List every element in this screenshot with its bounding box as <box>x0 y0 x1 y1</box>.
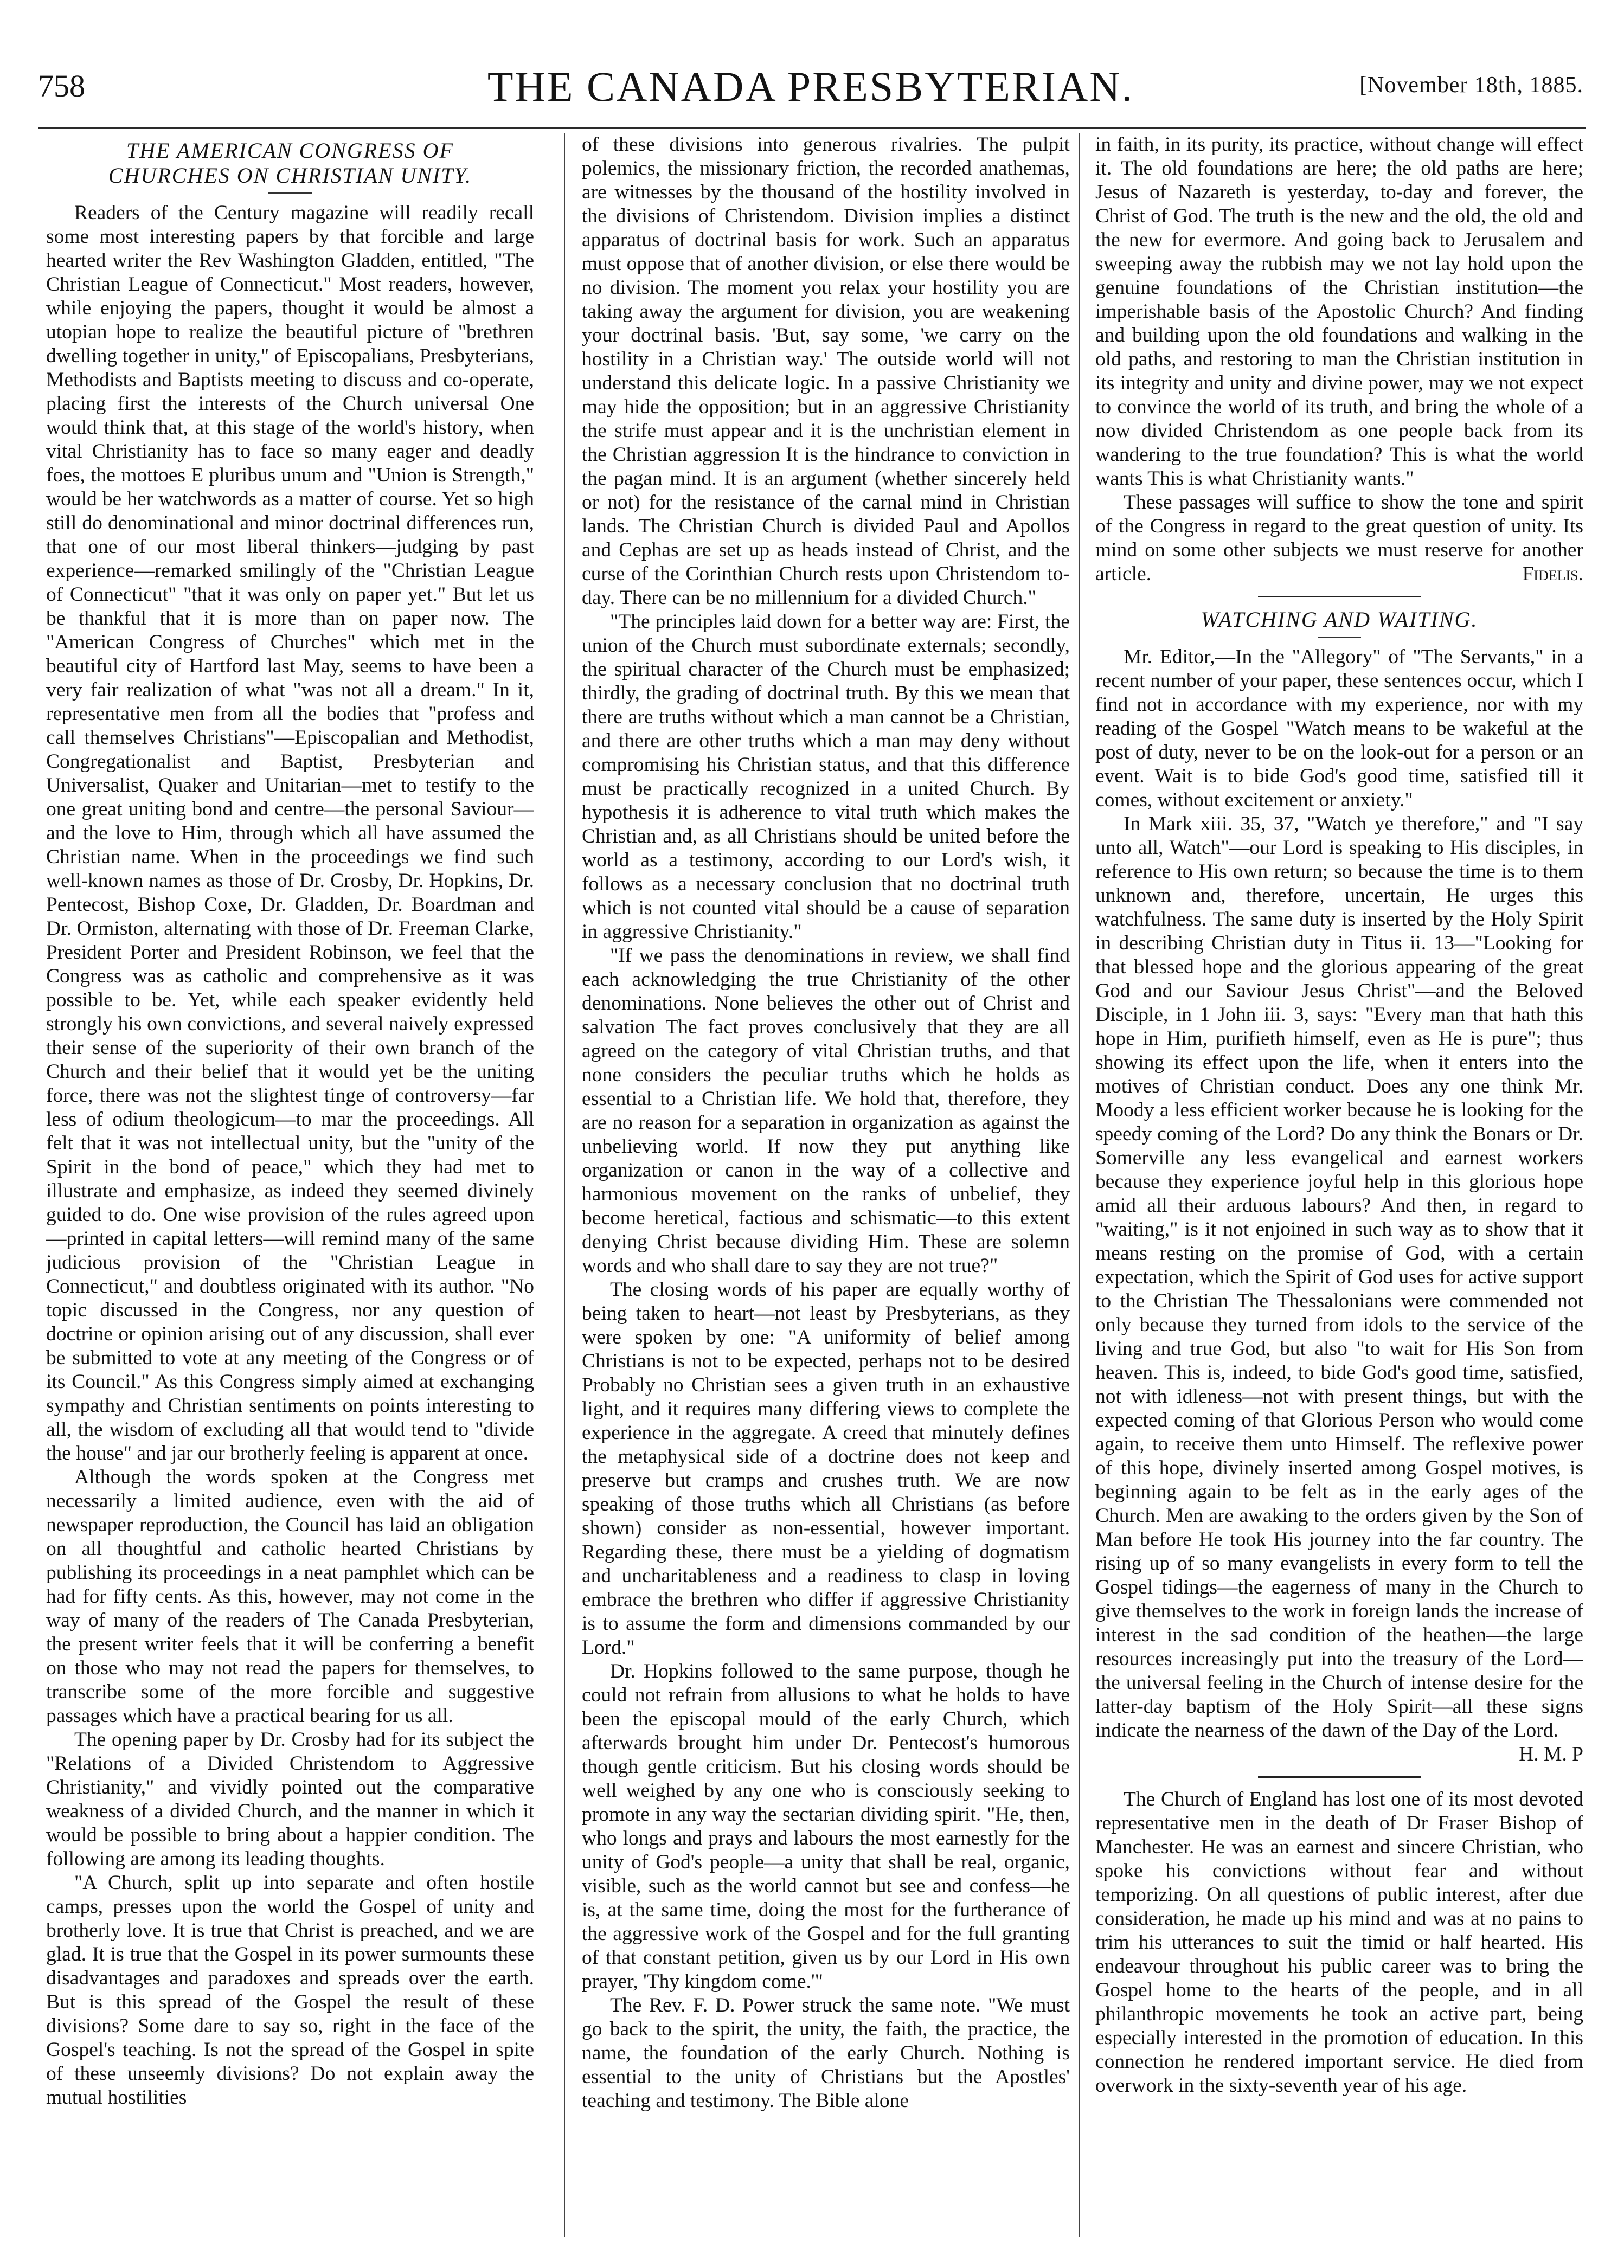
article-title <box>46 138 534 188</box>
issue-date: [November 18th, 1885. <box>1359 73 1583 98</box>
section-rule <box>1258 1776 1421 1778</box>
signature-hmp: H. M. P <box>1519 1743 1583 1765</box>
section-rule <box>1258 596 1421 597</box>
paragraph: The opening paper by Dr. Crosby had for its subject the "Relations of a Divided Christendom to Aggressive Christianity," and vividly pointed out the comparative weakness of a divided Church, and the manner in which it would be possible to bring about a happier condition. The following are among its leading thoughts. <box>46 1729 534 1870</box>
paragraph: The Rev. F. D. Power struck the same note. "We must go back to the spirit, the unity, the faith, the practice, the name, the foundation of the early Church. Nothing is essential to the unity of Christians but the Apostles' teaching and testimony. The Bible alone <box>582 1994 1070 2112</box>
article-title-watching: WATCHING AND WAITING. <box>1201 607 1478 632</box>
article-title-line-1: THE AMERICAN CONGRESS OF <box>126 138 454 163</box>
paragraph: of these divisions into generous rivalries. The pulpit polemics, the missionary friction, the recorded anathemas, are witnesses by the thousand of the hostility involved in the divisions of Christendom. Division implies a distinct apparatus of doctrinal basis for work. Such an apparatus must oppose that of another division, or else there would be no division. The moment you relax your hostility you are taking away the argument for division, you are weakening your doctrinal basis. 'But, say some, 'we carry on the hostility in a Christian way.' The outside world will not understand this delicate logic. In a passive Christianity we may hide the opposition; but in an aggressive Christianity the strife must appear and it is the unchristian element in the Christian aggression It is the hindrance to conviction in the pagan mind. It is an argument (whether sincerely held or not) for the resistance of the carnal mind in Christian lands. The Christian Church is divided Paul and Apollos and Cephas are set up as heads instead of Christ, and the curse of the Corinthian Church rests upon Christendom to-day. There can be no millennium for a divided Church." <box>582 133 1070 609</box>
paragraph: "If we pass the denominations in review, we shall find each acknowledging the true Christianity of the other denominations. None believes the other out of Christ and salvation The fact proves conclusively that they are all agreed on the category of vital Christian truths, and that none considers the peculiar truths which he holds as essential to a Christian life. We hold that, therefore, they are no reason for a separation in organization as against the unbelieving world. If now they put anything like organization or canon in the way of a collective and harmonious movement on the ranks of unbelief, they become heretical, factious and schismatic—to this extent denying Christ because dividing Him. These are solemn words and who shall dare to say they are not true?" <box>582 945 1070 1277</box>
header-rule <box>38 127 1586 129</box>
title-rule <box>1318 637 1361 638</box>
page-number: 758 <box>38 68 85 104</box>
paragraph: The closing words of his paper are equally worthy of being taken to heart—not least by Presbyterians, as they were spoken by one: "A uniformity of belief among Christians is not to be expected, perhaps not to be desired Probably no Christian sees a given truth in an exhaustive light, and it requires many differing views to complete the experience in the aggregate. A creed that minutely defines the metaphysical side of a doctrine does not keep and preserve but cramps and crushes truth. We are now speaking of those truths which all Christians (as before shown) consider as non-essential, however important. Regarding these, there must be a yielding of dogmatism and uncharitableness and a readiness to clasp in loving embrace the brethren who differ if aggressive Christianity is to assume the form and dimensions commanded by our Lord." <box>582 1278 1070 1659</box>
masthead: THE CANADA PRESBYTERIAN. <box>487 63 1134 110</box>
paragraph: in faith, in its purity, its practice, without change will effect it. The old foundations are here; the old paths are here; Jesus of Nazareth is yesterday, to-day and forever, the Christ of God. The truth is the new and the old, the old and the new for evermore. And going back to Jerusalem and sweeping away the rubbish may we not lay hold upon the genuine foundations of the Christian institution—the imperishable basis of the Apostolic Church? And finding and building upon the old foundations and walking in the old paths, and restoring to man the Christian institution in its integrity and unity and divine power, may we not expect to convince the world of its truth, and bring the whole of a now divided Christendom as one people back from its wandering to the true foundation? This is what the world wants This is what Christianity wants." <box>1095 133 1583 490</box>
paragraph <box>1095 812 1583 1765</box>
paragraph: Dr. Hopkins followed to the same purpose, though he could not refrain from allusions to what he holds to have been the episcopal mould of the early Church, which afterwards brought him under Dr. Pentecost's humorous though gentle criticism. But his closing words should be well weighed by any one who is consciously seeking to promote in any way the sectarian dividing spirit. "He, then, who longs and prays and labours the most earnestly for the unity of God's people—a unity that shall be real, organic, visible, such as the world cannot but see and confess—he is, at the same time, doing the most for the furtherance of the aggressive work of the Gospel and for the full granting of that constant petition, given us by our Lord in His own prayer, 'Thy kingdom come.'" <box>582 1660 1070 1993</box>
column-left <box>46 133 534 2237</box>
column-divider-left <box>564 133 565 2237</box>
signature-fidelis: Fidelis. <box>1522 563 1583 585</box>
column-divider-right <box>1079 133 1080 2237</box>
page-header <box>38 62 1583 122</box>
column-middle <box>582 133 1070 2237</box>
paragraph: Although the words spoken at the Congress met necessarily a limited audience, even with the aid of newspaper reproduction, the Council has laid an obligation on all thoughtful and catholic hearted Christians by publishing its proceedings in a neat pamphlet which can be had for fifty cents. As this, however, may not come in the way of many of the readers of The Canada Presbyterian, the present writer feels that it will be conferring a benefit on those who may not read the papers for themselves, to transcribe some of the more forcible and suggestive passages which have a practical bearing for us all. <box>46 1466 534 1727</box>
paragraph <box>1095 491 1583 586</box>
paragraph: "A Church, split up into separate and often hostile camps, presses upon the world the Gospel of unity and brotherly love. It is true that Christ is preached, and we are glad. It is true that the Gospel in its power surmounts these disadvantages and paradoxes and spreads over the earth. But is this spread of the Gospel the result of these divisions? Some dare to say so, right in the face of the Gospel's teaching. Is not the spread of the Gospel in spite of these unseemly divisions? Do not explain away the mutual hostilities <box>46 1872 534 2109</box>
paragraph: The Church of England has lost one of its most devoted representative men in the death of Dr Fraser Bishop of Manchester. He was an earnest and sincere Christian, who spoke his convictions without fear and without temporizing. On all questions of public interest, after due consideration, he made up his mind and was at no pains to trim his utterances to suit the timid or half hearted. His endeavour throughout his public career was to bring the Gospel home to the hearts of the people, and in all philanthropic movements he took an active part, being especially interested in the promotion of education. In this connection he rendered important service. He died from overwork in the sixty-seventh year of his age. <box>1095 1788 1583 2097</box>
title-rule <box>268 192 312 194</box>
paragraph: Readers of the Century magazine will readily recall some most interesting papers by that forcible and large hearted writer the Rev Washington Gladden, entitled, "The Christian League of Connecticut." Most readers, however, while enjoying the papers, thought it would be almost a utopian hope to realize the beautiful picture of "brethren dwelling together in unity," of Episcopalians, Presbyterians, Methodists and Baptists meeting to discuss and co-operate, placing first the interests of the Church universal One would think that, at this stage of the world's history, when vital Christianity has to face so many eager and deadly foes, the mottoes E pluribus unum and "Union is Strength," would be her watchwords as a matter of course. Yet so high still do denominational and minor doctrinal differences run, that one of our most liberal thinkers—judging by past experience—remarked smilingly of the "Christian League of Connecticut" "that it was only on paper yet." But let us be thankful that it is more than on paper now. The "American Congress of Churches" which met in the beautiful city of Hartford last May, seems to have been a very fair realization of what "was not all a dream." In it, representative men from all the bodies that "profess and call themselves Christians"—Episcopalian and Methodist, Congregationalist and Baptist, Presbyterian and Universalist, Quaker and Unitarian—met to testify to the one great uniting bond and centre—the personal Saviour—and the love to Him, through which all have assumed the Christian name. When in the proceedings we find such well-known names as those of Dr. Crosby, Dr. Hopkins, Dr. Pentecost, Bishop Coxe, Dr. Gladden, Dr. Boardman and Dr. Ormiston, alternating with those of Dr. Freeman Clarke, President Porter and President Robinson, we feel that the Congress was as catholic and comprehensive as it was possible to be. Yet, while each speaker evidently held strongly his own convictions, and several naively expressed their sense of the superiority of their own branch of the Church and their belief that it would yet be the uniting force, there was not the slightest tinge of controversy—far less of odium theologicum—to mar the proceedings. All felt that it was not intellectual unity, but the "unity of the Spirit in the bond of peace," which they had met to illustrate and emphasize, as indeed they seemed divinely guided to do. One wise provision of the rules agreed upon—printed in capital letters—will remind many of the same judicious provision of the "Christian League in Connecticut," and doubtless originated with its author. "No topic discussed in the Congress, nor any question of doctrine or opinion arising out of any discussion, shall ever be submitted to vote at any meeting of the Congress or of its Council." As this Congress simply aimed at exchanging sympathy and Christian sentiments on points interesting to all, the wisdom of excluding all that would tend to "divide the house" and jar our brotherly feeling is apparent at once. <box>46 202 534 1464</box>
paragraph-text: In Mark xiii. 35, 37, "Watch ye therefore," and "I say unto all, Watch"—our Lord is speaking to His disciples, in reference to His own return; so because the time is to them unknown and, therefore, uncertain, He urges this watchfulness. The same duty is inserted by the Holy Spirit in describing Christian duty in Titus ii. 13—"Looking for that blessed hope and the glorious appearing of the great God and our Saviour Jesus Christ"—and the Beloved Disciple, in 1 John iii. 3, says: "Every man that hath this hope in Him, purifieth himself, even as He is pure"; thus showing its effect upon the life, when it enters into the motives of Christian conduct. Does any one think Mr. Moody a less efficient worker because he is looking for the speedy coming of the Lord? Do any think the Bonars or Dr. Somerville any less evangelical and earnest workers because they experience joyful help in this glorious hope amid all their arduous labours? And then, in regard to "waiting," is it not enjoined in such way as to show that it means resting on the promise of God, with a certain expectation, which the Spirit of God uses for active support to the Christian The Thessalonians were commended not only because they turned from idols to the service of the living and true God, but also "to wait for His Son from heaven. This is, indeed, to bide God's good time, satisfied, not with idleness—not with present things, but with the expected coming of that Glorious Person who would come again, to receive them unto Himself. The reflexive power of this hope, divinely inserted among Gospel motives, is beginning again to be felt as in the early ages of the Church. Men are awaking to the orders given by the Son of Man before He took His journey into the far country. The rising up of so many evangelists in every form to tell the Gospel tidings—the eagerness of many in the Church to give themselves to the work in foreign lands the increase of interest in the sad condition of the heathen—the large resources increasingly put into the treasury of the Lord—the universal feeling in the Church of intense desire for the latter-day baptism of the Holy Spirit—all these signs indicate the nearness of the dawn of the Day of the Lord. <box>1095 813 1583 1742</box>
paragraph: Mr. Editor,—In the "Allegory" of "The Servants," in a recent number of your paper, these sentences occur, which I find not in accordance with my experience, nor with my reading of the Gospel "Watch means to be wakeful at the post of duty, never to be on the look-out for a person or an event. Wait is to bide God's good time, satisfied till it comes, without excitement or anxiety." <box>1095 646 1583 811</box>
paragraph: "The principles laid down for a better way are: First, the union of the Church must subordinate externals; secondly, the spiritual character of the Church must be emphasized; thirdly, the grading of doctrinal truth. By this we mean that there are truths without which a man cannot be a Christian, and there are other truths which a man may deny without compromising his Christian status, and that this difference must be practically recognized in a united Church. By hypothesis it is adherence to vital truth which makes the Christian and, as all Christians should be united before the world as a testimony, according to our Lord's wish, it follows as a necessary conclusion that no doctrinal truth which is not counted vital should be a cause of separation in aggressive Christianity." <box>582 611 1070 943</box>
column-right <box>1095 133 1583 2237</box>
paragraph-text: These passages will suffice to show the tone and spirit of the Congress in regard to the great question of unity. Its mind on some other subjects we must reserve for another article. <box>1095 491 1583 585</box>
article-title-line-2: CHURCHES ON CHRISTIAN UNITY. <box>108 163 472 188</box>
